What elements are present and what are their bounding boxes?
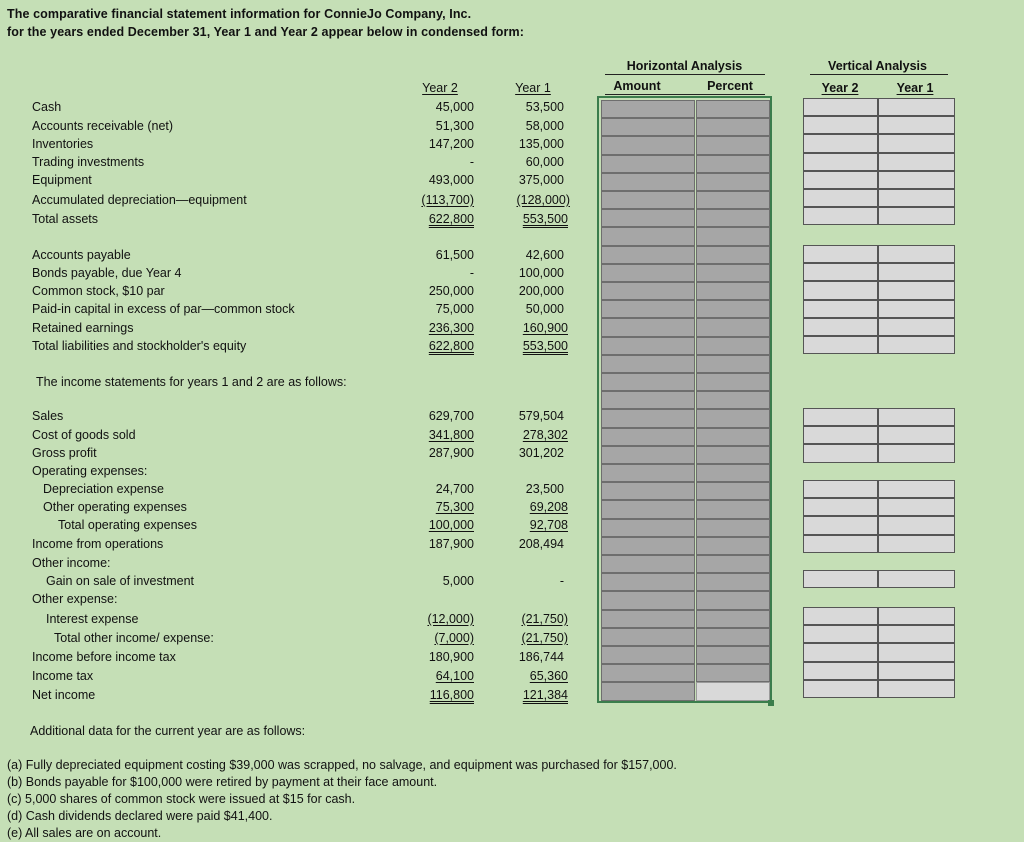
note-b: (b) Bonds payable for $100,000 were retired by payment at their face amount. xyxy=(7,775,438,789)
row-year1-value: 579,504 xyxy=(518,409,564,423)
total-liabilities-year1: 553,500 xyxy=(522,339,568,353)
horizontal-amount-cell[interactable] xyxy=(601,646,695,664)
horizontal-amount-cell[interactable] xyxy=(601,173,695,191)
horizontal-percent-cell[interactable] xyxy=(696,482,770,500)
vertical-analysis-cell[interactable] xyxy=(803,680,878,698)
horizontal-amount-cell[interactable] xyxy=(601,537,695,555)
horizontal-amount-cell[interactable] xyxy=(601,118,695,136)
total-liabilities-year2: 622,800 xyxy=(428,339,474,353)
vertical-analysis-cell[interactable] xyxy=(803,480,878,498)
horizontal-amount-cell[interactable] xyxy=(601,246,695,264)
horizontal-percent-cell[interactable] xyxy=(696,664,770,682)
horizontal-percent-cell[interactable] xyxy=(696,246,770,264)
vertical-header-rule xyxy=(810,74,948,75)
horizontal-amount-cell[interactable] xyxy=(601,591,695,609)
horizontal-percent-cell[interactable] xyxy=(696,464,770,482)
vertical-analysis-cell[interactable] xyxy=(803,263,878,281)
note-d: (d) Cash dividends declared were paid $41,400. xyxy=(7,809,273,823)
row-label: Inventories xyxy=(32,137,94,151)
row-year1-value: 58,000 xyxy=(525,119,564,133)
row-label: Interest expense xyxy=(46,612,139,626)
horizontal-percent-cell[interactable] xyxy=(696,264,770,282)
row-year2-value: 75,300 xyxy=(435,500,474,514)
vertical-analysis-cell[interactable] xyxy=(803,300,878,318)
row-year2-value: 100,000 xyxy=(428,518,474,532)
horizontal-amount-cell[interactable] xyxy=(601,191,695,209)
row-year1-value: 375,000 xyxy=(518,173,564,187)
horizontal-percent-cell[interactable] xyxy=(696,373,770,391)
row-year1-value: 135,000 xyxy=(518,137,564,151)
vertical-analysis-cell[interactable] xyxy=(878,426,955,444)
row-year2-value: 5,000 xyxy=(442,574,474,588)
row-label: Trading investments xyxy=(32,155,145,169)
vertical-analysis-cell[interactable] xyxy=(803,607,878,625)
row-year2-value: 493,000 xyxy=(428,173,474,187)
horizontal-amount-cell[interactable] xyxy=(601,664,695,682)
vertical-analysis-cell[interactable] xyxy=(878,134,955,152)
row-year1-value: 186,744 xyxy=(518,650,564,664)
vertical-analysis-cell[interactable] xyxy=(878,662,955,680)
row-year1-value: 50,000 xyxy=(525,302,564,316)
horizontal-amount-cell[interactable] xyxy=(601,628,695,646)
horizontal-percent-cell[interactable] xyxy=(696,300,770,318)
horizontal-amount-cell[interactable] xyxy=(601,446,695,464)
horizontal-amount-cell[interactable] xyxy=(601,555,695,573)
horizontal-amount-cell[interactable] xyxy=(601,227,695,245)
vertical-analysis-cell[interactable] xyxy=(878,318,955,336)
horizontal-percent-cell[interactable] xyxy=(696,646,770,664)
row-label: Total operating expenses xyxy=(58,518,197,532)
row-label: Total liabilities and stockholder's equity xyxy=(32,339,247,353)
vertical-analysis-cell[interactable] xyxy=(878,607,955,625)
row-year2-value: - xyxy=(469,266,474,280)
horizontal-amount-cell[interactable] xyxy=(601,264,695,282)
horizontal-percent-cell[interactable] xyxy=(696,337,770,355)
vertical-analysis-cell[interactable] xyxy=(803,426,878,444)
row-label: Accumulated depreciation—equipment xyxy=(32,193,247,207)
vertical-analysis-cell[interactable] xyxy=(803,336,878,354)
horizontal-amount-cell[interactable] xyxy=(601,318,695,336)
percent-header: Percent xyxy=(707,79,753,93)
row-year1-value: 92,708 xyxy=(529,518,568,532)
row-label: Income from operations xyxy=(32,537,164,551)
vertical-analysis-cell[interactable] xyxy=(878,171,955,189)
vertical-analysis-header: Vertical Analysis xyxy=(828,59,927,73)
horizontal-percent-cell[interactable] xyxy=(696,118,770,136)
total-assets-year2: 622,800 xyxy=(428,212,474,226)
vertical-analysis-cell[interactable] xyxy=(803,318,878,336)
horizontal-percent-cell[interactable] xyxy=(696,227,770,245)
row-year2-value: 236,300 xyxy=(428,321,474,335)
row-year2-value: (113,700) xyxy=(421,193,474,207)
horizontal-amount-cell[interactable] xyxy=(601,282,695,300)
year1-header: Year 1 xyxy=(515,81,551,95)
year2-header: Year 2 xyxy=(422,81,458,95)
row-label: Sales xyxy=(32,409,64,423)
vertical-analysis-cell[interactable] xyxy=(878,336,955,354)
row-label: Gain on sale of investment xyxy=(46,574,194,588)
row-label: Depreciation expense xyxy=(43,482,164,496)
horizontal-amount-cell[interactable] xyxy=(601,519,695,537)
horizontal-percent-cell[interactable] xyxy=(696,610,770,628)
vertical-analysis-cell[interactable] xyxy=(878,480,955,498)
horizontal-percent-cell[interactable] xyxy=(696,591,770,609)
horizontal-percent-cell[interactable] xyxy=(696,355,770,373)
row-year2-value: 250,000 xyxy=(428,284,474,298)
vertical-analysis-cell[interactable] xyxy=(878,643,955,661)
row-year2-value: (12,000) xyxy=(427,612,474,626)
vertical-analysis-cell[interactable] xyxy=(878,207,955,225)
horizontal-amount-cell[interactable] xyxy=(601,682,695,700)
vertical-analysis-cell[interactable] xyxy=(878,680,955,698)
amount-percent-rule xyxy=(605,94,765,95)
horizontal-percent-cell[interactable] xyxy=(696,555,770,573)
vertical-analysis-cell[interactable] xyxy=(803,516,878,534)
row-year2-value: 629,700 xyxy=(428,409,474,423)
row-year1-value: 301,202 xyxy=(518,446,564,460)
amount-header: Amount xyxy=(613,79,661,93)
vertical-analysis-cell[interactable] xyxy=(803,134,878,152)
row-year1-value: (21,750) xyxy=(521,631,568,645)
row-year2-value: 64,100 xyxy=(435,669,474,683)
row-label: Common stock, $10 par xyxy=(32,284,165,298)
vertical-analysis-cell[interactable] xyxy=(878,281,955,299)
title-line-1: The comparative financial statement information for ConnieJo Company, Inc. xyxy=(7,7,472,21)
vertical-analysis-cell[interactable] xyxy=(803,207,878,225)
horizontal-amount-cell[interactable] xyxy=(601,373,695,391)
row-year2-value: 287,900 xyxy=(428,446,474,460)
horizontal-amount-cell[interactable] xyxy=(601,464,695,482)
horizontal-percent-cell[interactable] xyxy=(696,282,770,300)
vertical-analysis-cell[interactable] xyxy=(803,535,878,553)
horizontal-percent-cell[interactable] xyxy=(696,155,770,173)
row-year2-value: 341,800 xyxy=(428,428,474,442)
vertical-analysis-cell[interactable] xyxy=(803,408,878,426)
horizontal-percent-cell[interactable] xyxy=(696,318,770,336)
horizontal-percent-cell[interactable] xyxy=(696,391,770,409)
row-label: Other expense: xyxy=(32,592,118,606)
row-year1-value: 200,000 xyxy=(518,284,564,298)
horizontal-amount-cell[interactable] xyxy=(601,300,695,318)
row-label: Retained earnings xyxy=(32,321,134,335)
vertical-analysis-cell[interactable] xyxy=(878,570,955,588)
vertical-analysis-cell[interactable] xyxy=(803,116,878,134)
row-year1-value: 42,600 xyxy=(525,248,564,262)
horizontal-amount-cell[interactable] xyxy=(601,610,695,628)
row-label: Income tax xyxy=(32,669,94,683)
row-label: Paid-in capital in excess of par—common stock xyxy=(32,302,295,316)
vertical-analysis-cell[interactable] xyxy=(878,516,955,534)
horizontal-percent-cell[interactable] xyxy=(696,409,770,427)
vertical-analysis-cell[interactable] xyxy=(803,625,878,643)
row-year1-value: (128,000) xyxy=(516,193,570,207)
row-year1-value: - xyxy=(559,574,564,588)
vertical-analysis-cell[interactable] xyxy=(878,263,955,281)
vertical-analysis-cell[interactable] xyxy=(878,98,955,116)
horizontal-percent-cell[interactable] xyxy=(696,136,770,154)
horizontal-percent-cell[interactable] xyxy=(696,428,770,446)
row-label: Income before income tax xyxy=(32,650,176,664)
row-label: Equipment xyxy=(32,173,92,187)
horizontal-analysis-header: Horizontal Analysis xyxy=(626,59,743,73)
horizontal-percent-cell[interactable] xyxy=(696,628,770,646)
vertical-analysis-cell[interactable] xyxy=(878,408,955,426)
row-year1-value: 100,000 xyxy=(518,266,564,280)
horizontal-percent-cell[interactable] xyxy=(696,100,770,118)
vertical-analysis-cell[interactable] xyxy=(878,116,955,134)
row-label: Cash xyxy=(32,100,62,114)
horizontal-percent-cell[interactable] xyxy=(696,519,770,537)
row-year2-value: 24,700 xyxy=(435,482,474,496)
horizontal-amount-cell[interactable] xyxy=(601,155,695,173)
row-year2-value: 180,900 xyxy=(428,650,474,664)
row-label: Total other income/ expense: xyxy=(54,631,214,645)
vertical-analysis-cell[interactable] xyxy=(878,625,955,643)
horizontal-percent-cell[interactable] xyxy=(696,191,770,209)
row-label: Bonds payable, due Year 4 xyxy=(32,266,182,280)
row-label: Other income: xyxy=(32,556,111,570)
row-year2-value: 187,900 xyxy=(428,537,474,551)
row-year1-value: 278,302 xyxy=(522,428,568,442)
note-e: (e) All sales are on account. xyxy=(7,826,162,840)
row-label: Operating expenses: xyxy=(32,464,148,478)
horizontal-amount-cell[interactable] xyxy=(601,409,695,427)
horizontal-analysis-range[interactable] xyxy=(597,96,772,703)
row-label: Other operating expenses xyxy=(43,500,187,514)
vertical-analysis-cell[interactable] xyxy=(803,444,878,462)
fill-handle[interactable] xyxy=(768,700,774,706)
vertical-analysis-cell[interactable] xyxy=(803,189,878,207)
vertical-analysis-cell[interactable] xyxy=(878,498,955,516)
row-year2-value: 61,500 xyxy=(435,248,474,262)
horizontal-percent-cell[interactable] xyxy=(696,173,770,191)
horizontal-percent-cell[interactable] xyxy=(696,682,770,700)
row-year1-value: 23,500 xyxy=(525,482,564,496)
row-year2-value: 147,200 xyxy=(428,137,474,151)
horizontal-amount-cell[interactable] xyxy=(601,136,695,154)
row-year1-value: 160,900 xyxy=(522,321,568,335)
row-year1-value: 69,208 xyxy=(529,500,568,514)
note-a: (a) Fully depreciated equipment costing $39,000 was scrapped, no salvage, and equipment was purchased for $157,000. xyxy=(7,758,677,772)
horizontal-amount-cell[interactable] xyxy=(601,500,695,518)
vertical-analysis-cell[interactable] xyxy=(803,171,878,189)
horizontal-percent-cell[interactable] xyxy=(696,573,770,591)
vertical-analysis-cell[interactable] xyxy=(878,189,955,207)
vertical-analysis-cell[interactable] xyxy=(803,245,878,263)
net-income-year2: 116,800 xyxy=(429,688,474,702)
horizontal-header-rule xyxy=(605,74,765,75)
horizontal-amount-cell[interactable] xyxy=(601,391,695,409)
row-label: Total assets xyxy=(32,212,99,226)
vertical-analysis-cell[interactable] xyxy=(803,98,878,116)
row-year2-value: 51,300 xyxy=(435,119,474,133)
row-label: Gross profit xyxy=(32,446,97,460)
row-year1-value: 208,494 xyxy=(518,537,564,551)
row-label: Cost of goods sold xyxy=(32,428,136,442)
title-line-2: for the years ended December 31, Year 1 and Year 2 appear below in condensed form: xyxy=(7,25,524,39)
row-year1-value: 65,360 xyxy=(529,669,568,683)
horizontal-amount-cell[interactable] xyxy=(601,573,695,591)
row-year1-value: 60,000 xyxy=(525,155,564,169)
row-label: Accounts receivable (net) xyxy=(32,119,174,133)
total-assets-year1: 553,500 xyxy=(522,212,568,226)
row-year2-value: - xyxy=(469,155,474,169)
row-year2-value: (7,000) xyxy=(434,631,474,645)
horizontal-amount-cell[interactable] xyxy=(601,355,695,373)
income-intro: The income statements for years 1 and 2 are as follows: xyxy=(36,375,347,389)
row-label: Accounts payable xyxy=(32,248,131,262)
note-c: (c) 5,000 shares of common stock were issued at $15 for cash. xyxy=(7,792,356,806)
horizontal-amount-cell[interactable] xyxy=(601,482,695,500)
vertical-analysis-cell[interactable] xyxy=(878,245,955,263)
net-income-year1: 121,384 xyxy=(522,688,568,702)
vertical-analysis-cell[interactable] xyxy=(803,570,878,588)
vertical-analysis-cell[interactable] xyxy=(878,535,955,553)
vertical-analysis-cell[interactable] xyxy=(878,444,955,462)
vertical-analysis-cell[interactable] xyxy=(803,498,878,516)
horizontal-amount-cell[interactable] xyxy=(601,100,695,118)
horizontal-amount-cell[interactable] xyxy=(601,209,695,227)
horizontal-percent-cell[interactable] xyxy=(696,209,770,227)
row-year1-value: (21,750) xyxy=(521,612,568,626)
horizontal-percent-cell[interactable] xyxy=(696,537,770,555)
horizontal-percent-cell[interactable] xyxy=(696,446,770,464)
vertical-year1-header: Year 1 xyxy=(896,81,934,95)
row-year2-value: 75,000 xyxy=(435,302,474,316)
vertical-analysis-cell[interactable] xyxy=(878,300,955,318)
row-year1-value: 53,500 xyxy=(525,100,564,114)
row-year2-value: 45,000 xyxy=(435,100,474,114)
horizontal-amount-cell[interactable] xyxy=(601,337,695,355)
vertical-year2-header: Year 2 xyxy=(821,81,859,95)
vertical-analysis-cell[interactable] xyxy=(803,153,878,171)
row-label: Net income xyxy=(32,688,96,702)
additional-intro: Additional data for the current year are as follows: xyxy=(30,724,306,738)
vertical-analysis-cell[interactable] xyxy=(803,662,878,680)
vertical-analysis-cell[interactable] xyxy=(803,643,878,661)
vertical-analysis-cell[interactable] xyxy=(878,153,955,171)
horizontal-amount-cell[interactable] xyxy=(601,428,695,446)
vertical-analysis-cell[interactable] xyxy=(803,281,878,299)
horizontal-percent-cell[interactable] xyxy=(696,500,770,518)
